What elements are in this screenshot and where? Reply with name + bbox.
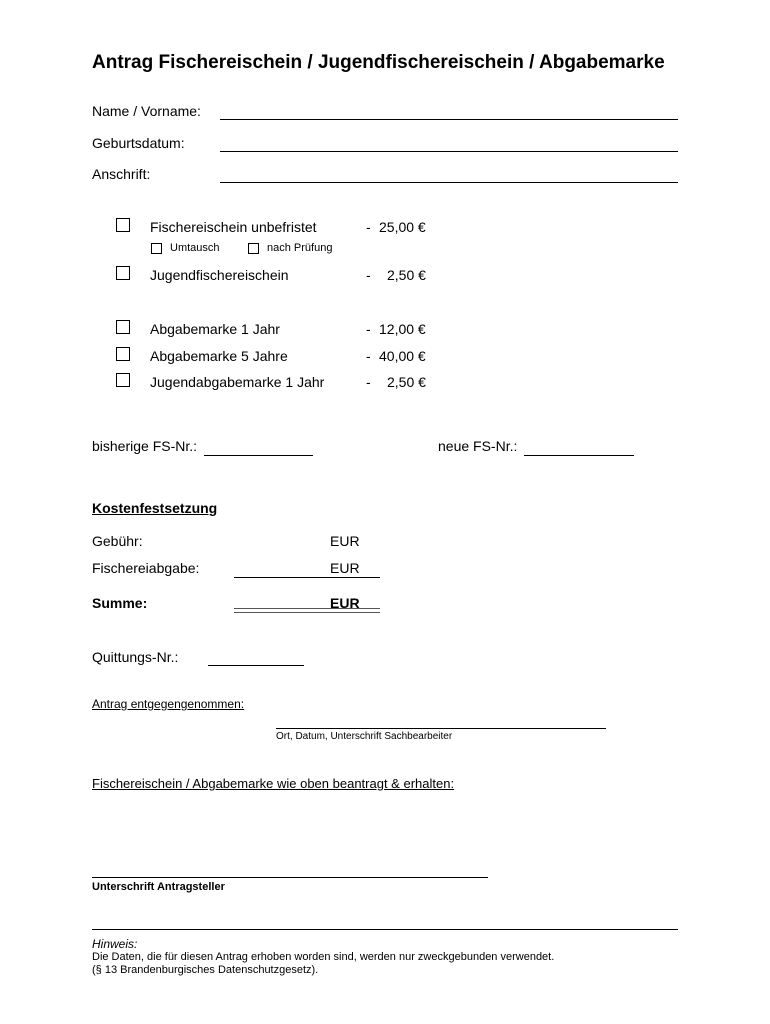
- option-jugendabgabemarke-1-jahr-price: 2,50 €: [387, 374, 426, 390]
- sachbearbeiter-signature-field[interactable]: [276, 728, 606, 729]
- address-field[interactable]: [220, 182, 678, 183]
- hinweis-line-2: (§ 13 Brandenburgisches Datenschutzgesetz).: [92, 964, 319, 976]
- kosten-heading: Kostenfestsetzung: [92, 500, 218, 516]
- option-dash: -: [366, 267, 371, 283]
- hinweis-heading: Hinweis:: [92, 937, 138, 951]
- antragsteller-signature-field[interactable]: [92, 877, 488, 878]
- nach-pruefung-label: nach Prüfung: [267, 242, 333, 254]
- birthdate-field[interactable]: [220, 151, 678, 152]
- option-jugendfischereischein-price: 2,50 €: [387, 267, 426, 283]
- sachbearbeiter-caption: Ort, Datum, Unterschrift Sachbearbeiter: [276, 731, 453, 742]
- gebuehr-currency: EUR: [330, 533, 360, 549]
- quittung-label: Quittungs-Nr.:: [92, 649, 179, 665]
- quittung-field[interactable]: [208, 665, 304, 666]
- checkbox-jugendabgabemarke-1-jahr[interactable]: [116, 373, 130, 387]
- checkbox-fischereischein-unbefristet[interactable]: [116, 218, 130, 232]
- name-label: Name / Vorname:: [92, 103, 201, 119]
- subtotal-line: [234, 577, 380, 578]
- checkbox-jugendfischereischein[interactable]: [116, 266, 130, 280]
- hinweis-line-1: Die Daten, die für diesen Antrag erhoben worden sind, werden nur zweckgebunden verwendet.: [92, 951, 555, 963]
- old-fs-nr-field[interactable]: [204, 455, 313, 456]
- checkbox-abgabemarke-1-jahr[interactable]: [116, 320, 130, 334]
- option-jugendfischereischein-label: Jugendfischereischein: [150, 267, 289, 283]
- checkbox-umtausch[interactable]: [151, 243, 162, 254]
- option-abgabemarke-5-jahre-label: Abgabemarke 5 Jahre: [150, 348, 288, 364]
- erhalten-label: Fischereischein / Abgabemarke wie oben beantragt & erhalten:: [92, 776, 455, 791]
- name-field[interactable]: [220, 119, 678, 120]
- hinweis-divider: [92, 929, 678, 930]
- option-abgabemarke-1-jahr-price: 12,00 €: [379, 321, 426, 337]
- checkbox-nach-pruefung[interactable]: [248, 243, 259, 254]
- total-double-line: [234, 608, 380, 613]
- page-title: Antrag Fischereischein / Jugendfischereischein / Abgabemarke: [92, 52, 665, 73]
- option-dash: -: [366, 348, 371, 364]
- gebuehr-label: Gebühr:: [92, 533, 143, 549]
- option-dash: -: [366, 374, 371, 390]
- option-fischereischein-unbefristet-price: 25,00 €: [379, 219, 426, 235]
- summe-label: Summe:: [92, 595, 148, 611]
- antragsteller-caption: Unterschrift Antragsteller: [92, 881, 225, 893]
- new-fs-nr-field[interactable]: [524, 455, 634, 456]
- old-fs-nr-label: bisherige FS-Nr.:: [92, 438, 198, 454]
- option-dash: -: [366, 321, 371, 337]
- fischereiabgabe-label: Fischereiabgabe:: [92, 560, 200, 576]
- fischereiabgabe-currency: EUR: [330, 560, 360, 576]
- umtausch-label: Umtausch: [170, 242, 220, 254]
- new-fs-nr-label: neue FS-Nr.:: [438, 438, 518, 454]
- option-fischereischein-unbefristet-label: Fischereischein unbefristet: [150, 219, 317, 235]
- summe-currency: EUR: [330, 595, 360, 611]
- address-label: Anschrift:: [92, 166, 151, 182]
- option-abgabemarke-5-jahre-price: 40,00 €: [379, 348, 426, 364]
- birthdate-label: Geburtsdatum:: [92, 135, 185, 151]
- checkbox-abgabemarke-5-jahre[interactable]: [116, 347, 130, 361]
- option-dash: -: [366, 219, 371, 235]
- antrag-entgegengenommen-label: Antrag entgegengenommen:: [92, 697, 245, 711]
- option-jugendabgabemarke-1-jahr-label: Jugendabgabemarke 1 Jahr: [150, 374, 325, 390]
- option-abgabemarke-1-jahr-label: Abgabemarke 1 Jahr: [150, 321, 280, 337]
